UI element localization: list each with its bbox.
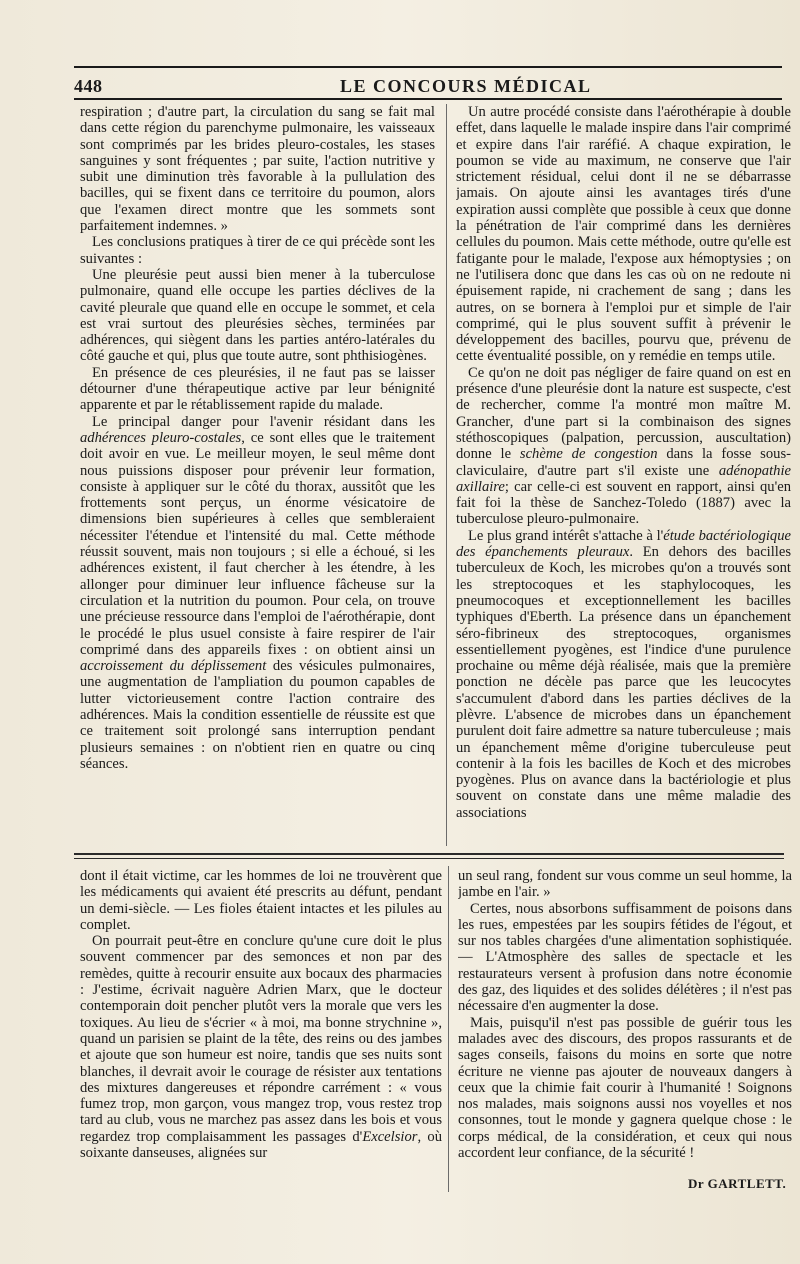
author-signature: Dr GARTLETT. (688, 1176, 787, 1191)
italic-term: adhérences pleuro-costales (80, 429, 242, 446)
paragraph: Une pleurésie peut aussi bien mener à la tuberculose pulmonaire, quand elle occupe les parties déclives de la cavité pleurale que quand elle en occupe le sommet, et cela est vrai surtout des pleurésies sèches, terminées par adhérences, qui siègent dans les parties antéro-latérales du côté gauche et qui, plus que toute autre, sont phthisiogènes. (80, 266, 435, 365)
text-run: ; car celle-ci est souvent en rapport, ainsi qu'en fait foi la thèse de Sanchez-Toledo (1887) avec la tuberculose pleuro-pulmonaire. (456, 478, 791, 528)
text-run: dans la fosse sous-claviculaire, d'autre part s'il existe une (456, 446, 791, 479)
paragraph: Les conclusions pratiques à tirer de ce qui précède sont les suivantes : (80, 234, 435, 267)
text-run: des vésicules pulmonaires, une augmentation de l'ampliation du poumon capables de lutter victorieusement contre l'action contraire des adhérences. Mais la condition essentielle de réussite est que ce traitement soit prolongé sans interruption pendant plusieurs semaines : on n'obtient rien en quatre ou cinq séances. (80, 658, 435, 772)
paragraph: dont il était victime, car les hommes de loi ne trouvèrent que les médicaments qui avaient été prescrits au défunt, pendant un demi-siècle. — Les fioles étaient intactes et les pilules au complet. (80, 868, 442, 933)
paragraph: respiration ; d'autre part, la circulation du sang se fait mal dans cette région du parenchyme pulmonaire, les vaisseaux sont comprimés par les brides pleuro-costales, les stases sanguines y sont fréquentes ; par suite, l'action nutritive y subit une diminution très favorable à la pullulation des bacilles, qui se fixent dans ce territoire du poumon, alors que l'examen direct montre que les sommets sont parfaitement indemnes. » (80, 104, 435, 235)
paragraph (80, 414, 435, 773)
column-top-right (456, 104, 791, 844)
paragraph: Mais, puisqu'il n'est pas possible de guérir tous les malades avec des discours, des propos rassurants et de sages conseils, faisons du moins en sorte que notre écriture ne vienne pas ajouter de nouveaux dangers à ceux que la chimie fait courir à l'humanité ! Soignons nos malades, mais soignons aussi nos voyelles et nos consonnes, tout le monde y gagnera quelque chose : le corps médical, de la considération, et ceux qui nous accordent leur confiance, de la sécurité ! (458, 1014, 792, 1162)
column-divider (448, 866, 449, 1192)
text-run: Le principal danger pour l'avenir résidant dans les (92, 413, 435, 430)
paragraph (456, 365, 791, 528)
text-run: , ce sont elles que le traitement doit avoir en vue. Le meilleur moyen, le seul même dont nous puissions disposer pour prévenir leur formation, consiste à appliquer sur le côté du thorax, aussitôt que les frottements sont perçus, un énorme vésicatoire de dimensions bien supérieures à celles que sembleraient nécessiter l'étendue et l'intensité du mal. Cette méthode réussit souvent, mais non toujours ; si elle a échoué, si les adhérences existent, il faut chercher à les étendre, à les allonger pour diminuer leur influence fâcheuse sur la circulation et la nutrition du poumon. Pour cela, on trouve une précieuse ressource dans l'emploi de l'aérothérapie, dont le procédé le plus usuel consiste à faire respirer de l'air comprimé dans des appareils fixes : on obtient ainsi un (80, 429, 435, 658)
text-run: . En dehors des bacilles tuberculeux de Koch, les microbes qu'on a trouvés sont les streptocoques et les staphylocoques, les pneumocoques et exceptionnellement les bacilles typhiques d'Eberth. La présence dans un épanchement séro-fibrineux des streptocoques, organismes essentiellement pyogènes, est l'indice d'une purulence prochaine ou même déjà réalisée, mais que la première ponction ne décèle pas parce que les leucocytes s'accumulent d'abord dans les parties déclives de la plèvre. L'absence de microbes dans un épanchement purulent doit faire admettre sa nature tuberculeuse ; mais un épanchement même d'origine tuberculeuse peut contenir à la fois les bacilles de Koch et des microbes pyogènes. Plus on avance dans la bactériologie et plus souvent on constate dans une même maladie des associations (456, 544, 791, 821)
column-bottom-right (458, 868, 792, 1198)
italic-term: schème de congestion (519, 446, 658, 463)
header-bottom-rule (74, 98, 782, 100)
text-run: On pourrait peut-être en conclure qu'une cure doit le plus souvent commencer par des semonces et non par des remèdes, quitte à recourir ensuite aux bocaux des pharmacies : J'estime, écrivait naguère Adrien Marx, que le docteur contemporain doit pencher plutôt vers la morale que vers les toxiques. Au lieu de s'écrier « à moi, ma bonne strychnine », quand un parisien se plaint de la tête, des reins ou des jambes et ajoute que son humeur est noire, tandis que ses nuits sont blanches, il devrait avoir le courage de résister aux tentations des mixtures dangereuses et répondre carrément : « vous fumez trop, mon garçon, vous mangez trop, vous restez trop tard au club, vous ne marchez pas assez dans les bois et vous regardez trop complaisamment les passages d' (80, 933, 442, 1145)
text-run: Le plus grand intérêt s'attache à l' (468, 527, 664, 544)
page-number: 448 (74, 76, 103, 96)
text-run: Ce qu'on ne doit pas négliger de faire quand on est en présence d'une pleurésie dont la nature est suspecte, c'est de rechercher, comme l'a montré mon maître M. Grancher, d'une part si la combinaison des signes stéthoscopiques (palpation, percussion, auscultation) donne le (456, 364, 791, 463)
paragraph (80, 933, 442, 1161)
paragraph: un seul rang, fondent sur vous comme un seul homme, la jambe en l'air. » (458, 868, 792, 901)
paragraph (456, 528, 791, 821)
italic-term: adénopathie axillaire (456, 462, 791, 495)
column-divider (446, 104, 447, 846)
section-divider (74, 853, 784, 855)
text-run: , où soixante danseuses, alignées sur (80, 1128, 442, 1162)
paragraph: Certes, nous absorbons suffisamment de poisons dans les rues, empestées par les soupirs fétides de l'égout, et sur nos tables chargées d'une alimentation sophistiquée. — L'Atmosphère des salles de spectacle et les restaurateurs versent à profusion dans notre économie des gaz, des liquides et des solides délétères ; il n'est pas nécessaire d'en augmenter la dose. (458, 900, 792, 1015)
paragraph: Un autre procédé consiste dans l'aérothérapie à double effet, dans laquelle le malade inspire dans l'air comprimé et expire dans l'air raréfié. A chaque expiration, le poumon se vide au maximum, ne conserve que l'air strictement résidual, celui dont il ne se débarrasse jamais. On ajoute ainsi les avantages tirés d'une expiration aussi complète que possible à ceux que donne la pénétration de l'air comprimé dans les dernières cellules du poumon. Mais cette méthode, outre qu'elle est fatigante pour le malade, l'expose aux hémoptysies ; on ne l'utilisera donc que dans les cas où on ne redoute ni épuisement rapide, ni crachement de sang ; dans les autres, on se bornera à l'emploi pur et simple de l'air comprimé, qui le plus souvent suffit à prévenir le développement des bacilles, pourvu que, prévenu de cette éventualité possible, on y remédie en temps utile. (456, 104, 791, 365)
italic-term: étude bactériologique des épanchements pleuraux (456, 527, 791, 561)
italic-term: Excelsior (362, 1128, 418, 1145)
italic-term: accroissement du déplissement (80, 658, 267, 675)
column-bottom-left (80, 868, 442, 1198)
header-top-rule (74, 66, 782, 68)
running-title: LE CONCOURS MÉDICAL (340, 76, 592, 96)
section-divider (74, 858, 784, 859)
column-top-left (80, 104, 435, 844)
paragraph: En présence de ces pleurésies, il ne faut pas se laisser détourner d'une thérapeutique active par leur bénignité apparente et par le rétablissement rapide du malade. (80, 364, 435, 414)
